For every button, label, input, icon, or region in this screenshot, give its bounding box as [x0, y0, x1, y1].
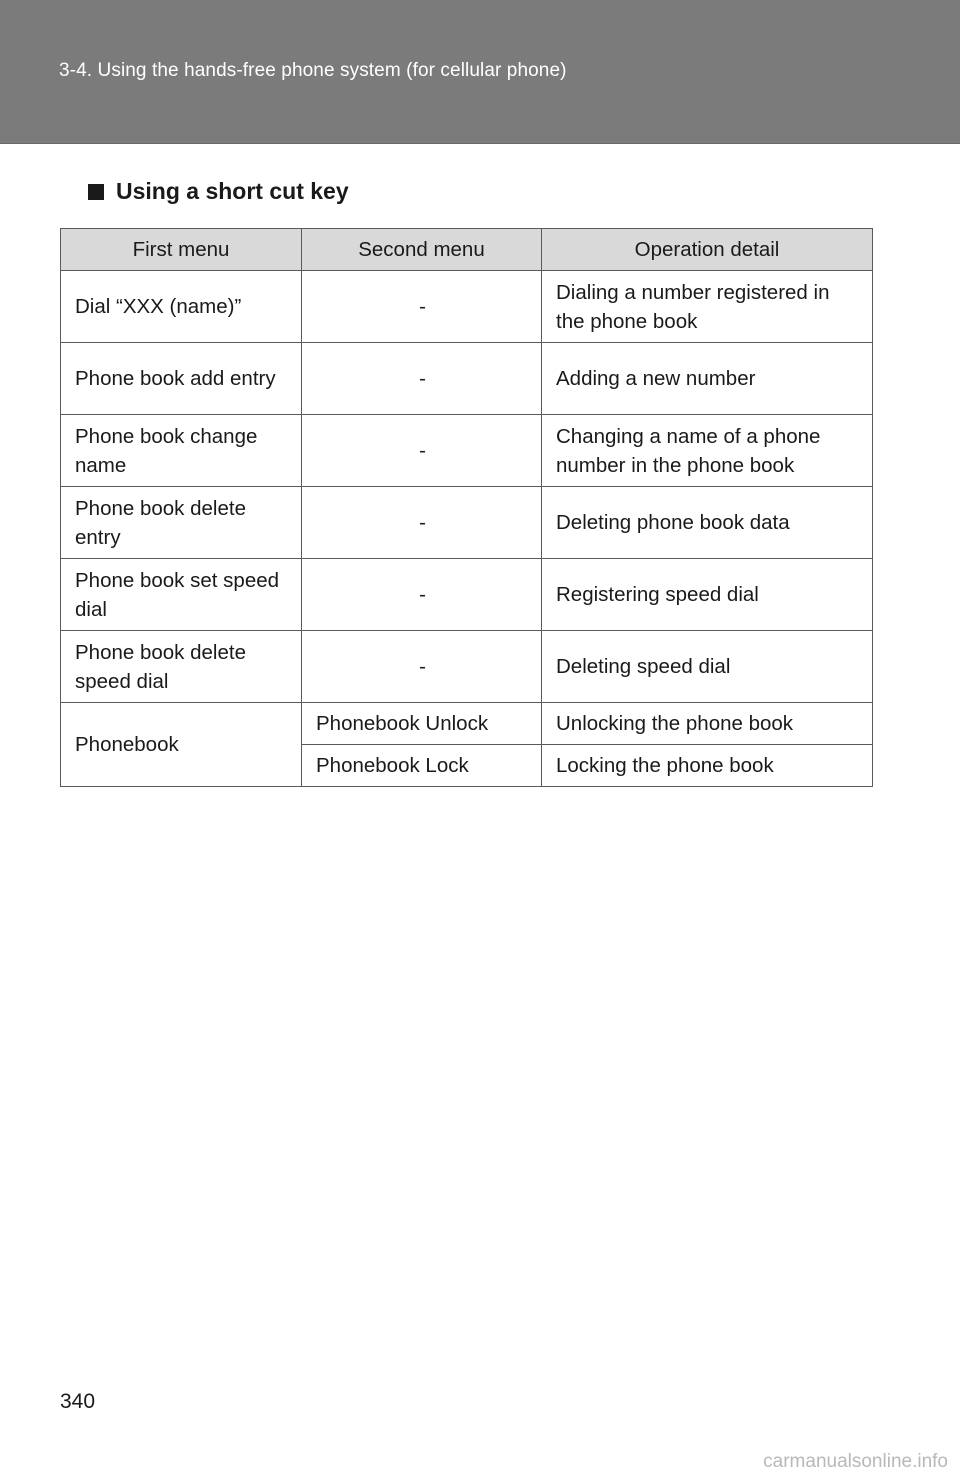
first-menu-cell: Phone book change name [61, 415, 302, 487]
first-menu-cell-phonebook: Phonebook [61, 703, 302, 787]
table-row [61, 487, 873, 559]
table-row [61, 631, 873, 703]
watermark: carmanualsonline.info [763, 1451, 948, 1472]
operation-detail-cell: Unlocking the phone book [542, 703, 873, 745]
section-path: 3-4. Using the hands-free phone system (for cellular phone) [59, 60, 567, 81]
table-row [61, 703, 873, 745]
second-menu-cell: - [302, 559, 542, 631]
section-heading-text: Using a short cut key [116, 178, 349, 204]
section-heading [88, 178, 349, 205]
page-number: 340 [60, 1390, 96, 1413]
operation-detail-cell: Dialing a number registered in the phone book [542, 271, 873, 343]
second-menu-cell: - [302, 631, 542, 703]
second-menu-cell: Phonebook Unlock [302, 703, 542, 745]
operation-detail-cell: Adding a new number [542, 343, 873, 415]
first-menu-cell: Phone book add entry [61, 343, 302, 415]
table-row [61, 271, 873, 343]
operation-detail-cell: Deleting speed dial [542, 631, 873, 703]
first-menu-cell: Phone book set speed dial [61, 559, 302, 631]
table-row [61, 559, 873, 631]
first-menu-cell: Dial “XXX (name)” [61, 271, 302, 343]
header-band [0, 0, 960, 144]
square-bullet-icon [88, 184, 104, 200]
second-menu-cell: - [302, 415, 542, 487]
table-row [61, 343, 873, 415]
table-row [61, 415, 873, 487]
operation-detail-cell: Changing a name of a phone number in the phone book [542, 415, 873, 487]
operation-detail-cell: Deleting phone book data [542, 487, 873, 559]
column-header-operation-detail: Operation detail [542, 229, 873, 271]
shortcut-menu-table [60, 228, 873, 787]
column-header-first-menu: First menu [61, 229, 302, 271]
operation-detail-cell: Locking the phone book [542, 745, 873, 787]
second-menu-cell: - [302, 487, 542, 559]
column-header-second-menu: Second menu [302, 229, 542, 271]
table-header-row [61, 229, 873, 271]
second-menu-cell: - [302, 343, 542, 415]
operation-detail-cell: Registering speed dial [542, 559, 873, 631]
first-menu-cell: Phone book delete speed dial [61, 631, 302, 703]
second-menu-cell: - [302, 271, 542, 343]
second-menu-cell: Phonebook Lock [302, 745, 542, 787]
first-menu-cell: Phone book delete entry [61, 487, 302, 559]
